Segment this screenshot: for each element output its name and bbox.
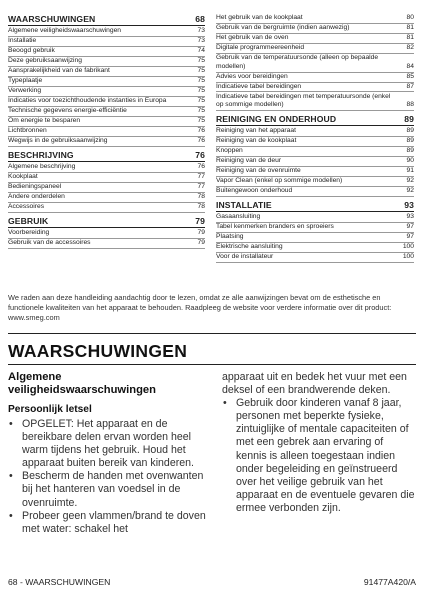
bullet-list-left — [8, 418, 206, 536]
toc-entry — [8, 37, 205, 47]
toc-section-heading — [8, 14, 205, 26]
toc-entry-title: Reiniging van het apparaat — [216, 127, 296, 135]
toc-entry-page: 81 — [406, 34, 414, 42]
toc-section-heading — [8, 150, 205, 162]
page-title: WAARSCHUWINGEN — [8, 341, 188, 361]
bullet-text: Gebruik door kinderen vanaf 8 jaar, personen met beperkte fysieke, zintuiglijke of mentale capaciteiten of met een gebrek aan ervaring of kennis is alleen toegestaan indien onder begeleiding en geïnstrueerd over het veilige gebruik van het apparaat en de eventuele gevaren die ermee verbonden zijn. — [236, 397, 415, 514]
toc-entry-title: Tabel kenmerken branders en sproeiers — [216, 223, 334, 231]
toc-entry — [8, 183, 205, 193]
toc-entry-title: Advies voor bereidingen — [216, 72, 288, 80]
toc-entry — [216, 177, 414, 187]
personal-injury-heading: Persoonlijk letsel — [8, 404, 92, 415]
toc-section-heading — [216, 200, 414, 212]
toc-entry — [8, 127, 205, 137]
toc-entry-page: 79 — [197, 229, 205, 237]
toc-entry-title: Het gebruik van de kookplaat — [216, 14, 303, 22]
toc-entry-title: Knoppen — [216, 147, 243, 155]
toc-entry-title: Reiniging van de deur — [216, 157, 282, 165]
toc-entry — [216, 54, 414, 73]
toc-entry-title: Indicatieve tabel bereidingen — [216, 82, 302, 90]
toc-entry — [8, 107, 205, 117]
toc-entry-title: Indicaties voor toezichthoudende instanties in Europa — [8, 97, 167, 105]
toc-entry — [8, 47, 205, 57]
toc-entry-page: 75 — [197, 67, 205, 75]
toc-entry-page: 77 — [197, 183, 205, 191]
toc-entry-page: 89 — [406, 137, 414, 145]
toc-entry-page: 100 — [402, 243, 414, 251]
toc-section-page: 79 — [195, 215, 205, 226]
section-divider — [8, 333, 416, 334]
toc-entry-title: Gebruik van de temperatuursonde (alleen op bepaalde modellen) — [216, 54, 379, 70]
toc-entry-page: 75 — [197, 107, 205, 115]
toc-entry-page: 91 — [406, 167, 414, 175]
bullet-text: OPGELET: Het apparaat en de bereikbare delen ervan worden heel warm tijdens het gebruik. Houd het apparaat buiten bereik van kinderen. — [22, 418, 194, 470]
bullet-list-right — [222, 397, 416, 515]
toc-section-page: 93 — [404, 199, 414, 210]
toc-entry — [216, 187, 414, 197]
toc-entry-page: 74 — [197, 47, 205, 55]
toc-entry — [216, 233, 414, 243]
toc-entry — [216, 24, 414, 34]
toc-entry-page: 81 — [406, 24, 414, 32]
bullet-item — [8, 418, 206, 470]
bullet-icon: • — [9, 418, 13, 430]
toc-entry-page: 82 — [406, 44, 414, 52]
toc-entry-title: Het gebruik van de oven — [216, 34, 289, 42]
toc-entry — [8, 87, 205, 97]
toc-entry — [216, 83, 414, 93]
toc-entry-title: Plaatsing — [216, 233, 244, 241]
toc-entry-page: 75 — [197, 57, 205, 65]
toc-entry-page: 88 — [406, 101, 414, 109]
toc-entry-title: Indicatieve tabel bereidingen met temperatuursonde (enkel op sommige modellen) — [216, 92, 391, 109]
toc-section-title: WAARSCHUWINGEN — [8, 14, 96, 24]
toc-entry-title: Lichtbronnen — [8, 127, 47, 135]
toc-entry — [8, 57, 205, 67]
toc-entry — [216, 127, 414, 137]
toc-entry-title: Gebruik van de accessoires — [8, 239, 91, 247]
bullet-text: Probeer geen vlammen/brand te doven met water: schakel het — [22, 509, 206, 535]
toc-entry-title: Technische gegevens energie-efficiëntie — [8, 107, 127, 115]
toc-entry-page: 87 — [406, 82, 414, 90]
toc-entry — [216, 253, 414, 263]
bullet-item — [8, 470, 206, 509]
toc-entry — [8, 239, 205, 249]
toc-entry — [8, 67, 205, 77]
toc-entry-title: Om energie te besparen — [8, 117, 81, 125]
toc-entry-page: 78 — [197, 193, 205, 201]
toc-entry-title: Andere onderdelen — [8, 193, 65, 201]
toc-left-column — [8, 14, 205, 249]
toc-entry-page: 89 — [406, 127, 414, 135]
toc-entry — [216, 157, 414, 167]
toc-entry — [8, 117, 205, 127]
toc-right-column — [216, 14, 414, 263]
toc-entry — [8, 163, 205, 173]
toc-entry — [216, 213, 414, 223]
toc-entry-title: Typeplaatje — [8, 77, 43, 85]
toc-entry-title: Gebruik van de bergruimte (indien aanwezig) — [216, 24, 350, 32]
toc-entry-page: 79 — [197, 239, 205, 247]
toc-section-heading — [216, 114, 414, 126]
toc-section-page: 89 — [404, 114, 414, 125]
toc-entry — [216, 44, 414, 54]
toc-entry-page: 75 — [197, 77, 205, 85]
toc-entry — [216, 34, 414, 44]
toc-entry-page: 100 — [402, 253, 414, 261]
toc-entry — [8, 173, 205, 183]
toc-entry-page: 97 — [406, 233, 414, 241]
toc-entry — [216, 73, 414, 83]
toc-entry-page: 76 — [197, 127, 205, 135]
toc-entry-title: Beoogd gebruik — [8, 47, 55, 55]
toc-entry-page: 84 — [406, 62, 414, 70]
general-safety-heading: Algemene veiligheidswaarschuwingen — [8, 371, 156, 396]
toc-entry-title: Elektrische aansluiting — [216, 243, 283, 251]
body-right-column — [222, 371, 416, 515]
toc-entry — [8, 229, 205, 239]
toc-entry-page: 73 — [197, 27, 205, 35]
toc-entry-page: 89 — [406, 147, 414, 155]
toc-entry-title: Bedieningspaneel — [8, 183, 62, 191]
toc-entry-page: 75 — [197, 117, 205, 125]
bullet-item — [222, 397, 416, 515]
footer-doc-code: 91477A420/A — [363, 577, 416, 587]
toc-entry — [8, 137, 205, 147]
toc-entry-page: 90 — [406, 157, 414, 165]
bullet-text: Bescherm de handen met ovenwanten bij het hanteren van voedsel in de ovenruimte. — [22, 470, 204, 509]
toc-entry-page: 92 — [406, 177, 414, 185]
toc-entry-page: 80 — [406, 14, 414, 22]
toc-entry-page: 77 — [197, 173, 205, 181]
toc-entry-title: Kookplaat — [8, 173, 38, 181]
title-divider — [8, 364, 416, 365]
footer-page-label: 68 - WAARSCHUWINGEN — [8, 577, 111, 587]
toc-entry — [8, 203, 205, 213]
toc-section-title: GEBRUIK — [8, 215, 49, 226]
toc-entry-title: Algemene veiligheidswaarschuwingen — [8, 27, 122, 35]
toc-entry-page: 75 — [197, 87, 205, 95]
toc-section-title: BESCHRIJVING — [8, 149, 74, 160]
toc-entry-page: 92 — [406, 187, 414, 195]
toc-entry-page: 76 — [197, 163, 205, 171]
toc-entry-title: Accessoires — [8, 203, 45, 211]
bullet-item — [8, 510, 206, 536]
toc-entry-title: Algemene beschrijving — [8, 163, 76, 171]
toc-entry-title: Vapor Clean (enkel op sommige modellen) — [216, 177, 343, 185]
toc-entry-title: Voorbereiding — [8, 229, 50, 237]
toc-entry-title: Buitengewoon onderhoud — [216, 187, 293, 195]
bullet-icon: • — [9, 509, 13, 522]
toc-entry-title: Digitale programmeereenheid — [216, 44, 305, 52]
toc-entry — [216, 147, 414, 157]
toc-section-title: INSTALLATIE — [216, 199, 272, 210]
bullet-icon: • — [223, 397, 227, 410]
toc-entry-page: 85 — [406, 72, 414, 80]
toc-entry — [8, 97, 205, 107]
toc-entry-page: 75 — [197, 97, 205, 105]
bullet-icon: • — [9, 470, 13, 483]
toc-section-page: 68 — [195, 14, 205, 24]
toc-entry-page: 93 — [406, 213, 414, 221]
toc-section-page: 76 — [195, 149, 205, 160]
bullet-continuation: apparaat uit en bedek het vuur met een deksel of een brandwerende deken. — [222, 371, 407, 397]
toc-entry — [8, 77, 205, 87]
toc-entry-title: Deze gebruiksaanwijzing — [8, 57, 82, 65]
toc-entry-title: Installatie — [8, 37, 37, 45]
toc-entry-page: 78 — [197, 203, 205, 211]
toc-entry-page: 76 — [197, 137, 205, 145]
toc-entry — [216, 243, 414, 253]
toc-entry — [216, 14, 414, 24]
toc-entry-title: Reiniging van de kookplaat — [216, 137, 297, 145]
toc-entry-title: Reiniging van de ovenruimte — [216, 167, 301, 175]
body-left-column — [8, 371, 206, 536]
toc-entry — [216, 92, 414, 111]
toc-entry-page: 97 — [406, 223, 414, 231]
toc-entry — [216, 223, 414, 233]
toc-entry-page: 73 — [197, 37, 205, 45]
toc-entry-title: Verwerking — [8, 87, 42, 95]
toc-entry — [216, 137, 414, 147]
toc-entry-title: Voor de installateur — [216, 253, 274, 261]
intro-paragraph: We raden aan deze handleiding aandachtig door te lezen, omdat ze alle aanwijzingen bevat om de esthetische en functionele kwaliteiten van het apparaat te behouden. Raadpleeg de website voor verdere informatie over dit product: www.smeg.com — [8, 293, 392, 323]
toc-entry — [216, 167, 414, 177]
toc-entry-title: Gasaansluiting — [216, 213, 261, 221]
toc-entry — [8, 27, 205, 37]
toc-section-title: REINIGING EN ONDERHOUD — [216, 114, 337, 125]
toc-entry — [8, 193, 205, 203]
toc-entry-title: Wegwijs in de gebruiksaanwijzing — [8, 137, 108, 145]
toc-entry-title: Aansprakelijkheid van de fabrikant — [8, 67, 110, 75]
toc-section-heading — [8, 216, 205, 228]
